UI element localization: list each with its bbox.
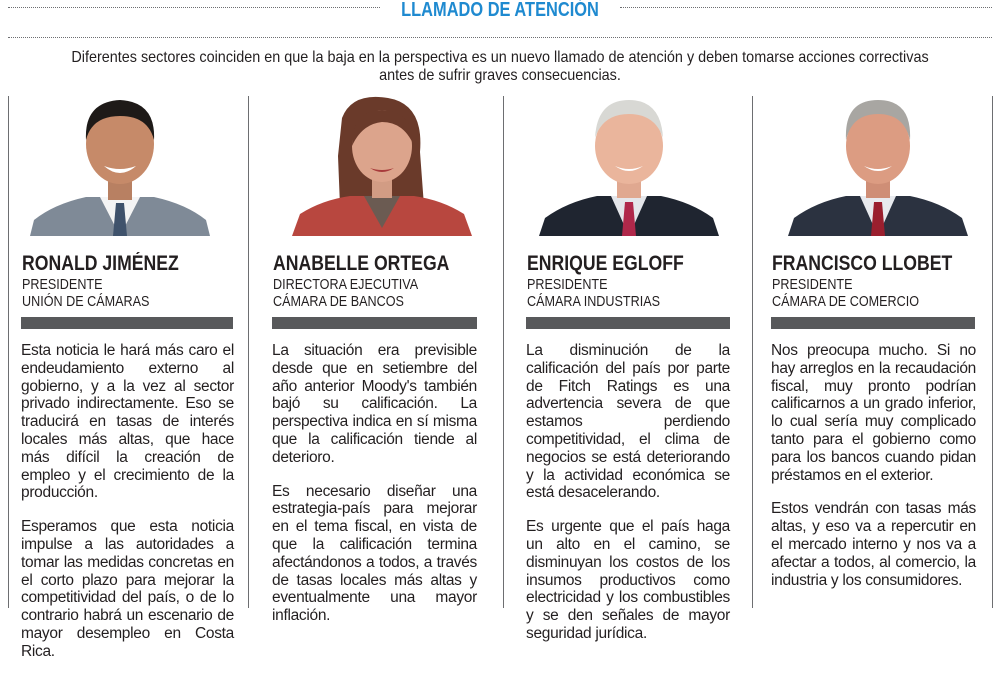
portrait-photo xyxy=(30,96,210,236)
portrait-photo xyxy=(539,96,719,236)
person-organization: UNIÓN DE CÁMARAS xyxy=(22,293,150,310)
person-title: PRESIDENTE xyxy=(772,276,853,293)
person-name: ENRIQUE EGLOFF xyxy=(527,252,684,275)
person-quote xyxy=(771,342,976,605)
person-title: PRESIDENTE xyxy=(527,276,608,293)
quote-paragraph: Esperamos que esta noticia impulse a las autoridades a tomar las medidas concretas en el corto plazo para mejorar la competitividad del país, o de lo contrario habrá un escenario de mayor desempleo en Costa Rica. xyxy=(21,518,234,660)
quote-paragraph: Estos vendrán con tasas más altas, y eso va a repercutir en el mercado interno y nos va a afectar a todos, al comercio, la industria y los consumidores. xyxy=(771,500,976,589)
person-card-egloff xyxy=(503,96,752,642)
column-divider xyxy=(992,96,993,608)
person-organization: CÁMARA INDUSTRIAS xyxy=(527,293,661,310)
section-bar xyxy=(21,317,233,329)
person-card-jimenez xyxy=(8,96,248,660)
person-organization: CÁMARA DE BANCOS xyxy=(273,293,404,310)
person-card-ortega xyxy=(248,96,503,625)
person-quote xyxy=(526,342,730,659)
person-quote xyxy=(21,342,234,677)
person-organization: CÁMARA DE COMERCIO xyxy=(772,293,920,310)
section-bar xyxy=(771,317,975,329)
person-name: FRANCISCO LLOBET xyxy=(772,252,953,275)
section-bar xyxy=(526,317,730,329)
quote-paragraph: La disminución de la calificación del país por parte de Fitch Ratings es una advertencia severa de que estamos perdiendo competitividad, el clima de negocios se está deteriorando y la actividad económica se está desacelerando. xyxy=(526,342,730,502)
person-card-llobet xyxy=(752,96,992,608)
person-title: PRESIDENTE xyxy=(22,276,103,293)
quote-paragraph: Es necesario diseñar una estrategia-país para mejorar en el tema fiscal, en vista de que la calificación termina afectándonos a todos, a través de tasas locales más altas y eventualmente una mayor inflación. xyxy=(272,482,477,625)
header-divider xyxy=(8,37,992,38)
intro-text: Diferentes sectores coinciden en que la baja en la perspectiva es un nuevo llamado de atención y deben tomarse acciones correctivas antes de sufrir graves consecuencias. xyxy=(71,49,929,84)
page-title: LLAMADO DE ATENCIÓN xyxy=(401,0,599,21)
quote-paragraph: Es urgente que el país haga un alto en el camino, se disminuyan los costos de los insumos productivos como electricidad y los combustibles y se den señales de mayor seguridad jurídica. xyxy=(526,518,730,642)
person-name: ANABELLE ORTEGA xyxy=(273,252,450,275)
portrait-photo xyxy=(788,96,968,236)
quote-paragraph: Esta noticia le hará más caro el endeudamiento externo al gobierno, y a la vez al sector privado indirectamente. Eso se traducirá en tasas de interés locales más altas, que hace más difícil la creación de empleo y el crecimiento de la producción. xyxy=(21,342,234,502)
person-quote xyxy=(272,342,477,641)
section-bar xyxy=(272,317,477,329)
quote-paragraph: Nos preocupa mucho. Si no hay arreglos en la recaudación fiscal, muy pronto podrían calificarnos a un grado inferior, lo cual sería muy complicado tanto para el gobierno como para los bancos cuando pidan préstamos en el exterior. xyxy=(771,342,976,484)
person-name: RONALD JIMÉNEZ xyxy=(22,252,179,275)
quote-paragraph: La situación era previsible desde que en setiembre del año anterior Moody's también bajó su calificación. La perspectiva indica en sí misma que la calificación tiende al deterioro. xyxy=(272,342,477,466)
person-title: DIRECTORA EJECUTIVA xyxy=(273,276,419,293)
portrait-photo xyxy=(292,96,472,236)
